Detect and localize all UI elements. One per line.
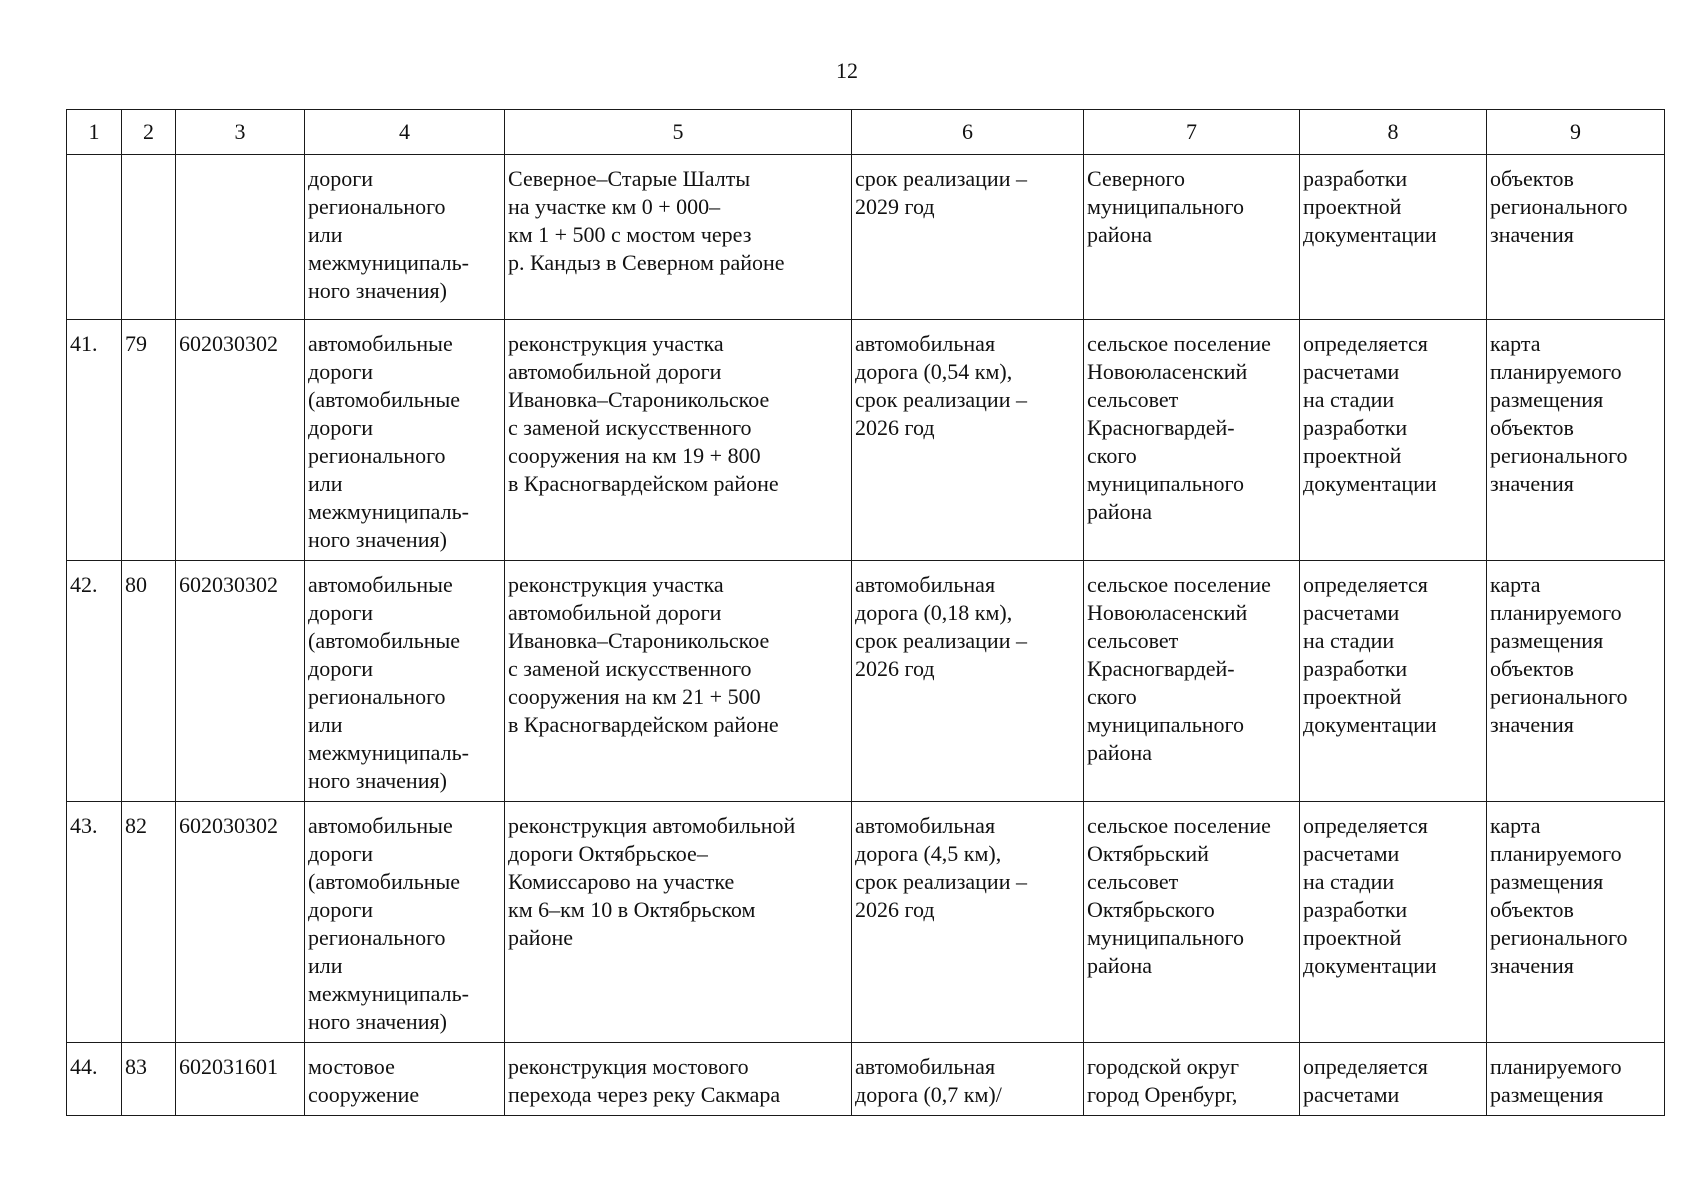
row-number-cell <box>67 561 122 802</box>
object-name-cell <box>505 1043 852 1116</box>
cell-text-line: с заменой искусственного <box>508 415 752 440</box>
cell-text-line: дорога (4,5 км), <box>855 841 1002 866</box>
cell-text-line: планируемого <box>1490 841 1622 866</box>
cell-text-line: сельское поселение <box>1087 331 1271 356</box>
cell-text-line: дороги <box>308 897 373 922</box>
cell-text-line: на участке км 0 + 000– <box>508 194 721 219</box>
cell-text-line: значения <box>1490 222 1574 247</box>
cell-text-line: (автомобильные <box>308 628 461 653</box>
cell-text-line: 2026 год <box>855 656 935 681</box>
cell-text-line: или <box>308 222 343 247</box>
cell-text-line: дороги <box>308 656 373 681</box>
cell-text-line: сооружение <box>308 1082 420 1107</box>
cell-text-line: размещения <box>1490 387 1604 412</box>
cell-text-line: регионального <box>1490 194 1628 219</box>
cell-text-line: 2029 год <box>855 194 935 219</box>
characteristics-cell <box>852 155 1084 320</box>
protection-zone-cell <box>1300 802 1487 1043</box>
cell-text-line: планируемого <box>1490 600 1622 625</box>
cell-text-line: ного значения) <box>308 1009 447 1034</box>
object-name-cell <box>505 802 852 1043</box>
object-number-cell <box>122 561 176 802</box>
cell-text-line: (автомобильные <box>308 869 461 894</box>
object-type-cell <box>305 155 505 320</box>
cell-text-line: межмуниципаль- <box>308 740 469 765</box>
location-cell <box>1084 561 1300 802</box>
protection-zone-cell <box>1300 1043 1487 1116</box>
cell-text-line: определяется <box>1303 1054 1428 1079</box>
cell-text-line: Новоюласенский <box>1087 359 1248 384</box>
cell-text-line: ского <box>1087 684 1137 709</box>
cell-text-line: района <box>1087 953 1153 978</box>
cell-text-line: дороги <box>308 166 373 191</box>
cell-text-line: с заменой искусственного <box>508 656 752 681</box>
cell-text-line: дороги <box>308 600 373 625</box>
row-number-cell <box>67 320 122 561</box>
cell-text-line: Ивановка–Староникольское <box>508 628 770 653</box>
cell-text-line: в Красногвардейском районе <box>508 471 779 496</box>
protection-zone-cell <box>1300 155 1487 320</box>
cell-text-line: дороги <box>308 841 373 866</box>
cell-text-line: дороги <box>308 359 373 384</box>
table-row <box>67 561 1665 802</box>
cell-text-line: межмуниципаль- <box>308 250 469 275</box>
cell-text-line: 602030302 <box>179 572 278 597</box>
row-number-cell <box>67 155 122 320</box>
cell-text-line: 79 <box>125 331 147 356</box>
cell-text-line: автомобильной дороги <box>508 359 722 384</box>
cell-text-line: автомобильная <box>855 1054 996 1079</box>
cell-text-line: дорога (0,54 км), <box>855 359 1013 384</box>
cell-text-line: разработки <box>1303 656 1408 681</box>
cell-text-line: или <box>308 953 343 978</box>
cell-text-line: документации <box>1303 471 1437 496</box>
cell-text-line: расчетами <box>1303 359 1400 384</box>
cell-text-line: документации <box>1303 222 1437 247</box>
cell-text-line: муниципального <box>1087 194 1245 219</box>
cell-text-line: км 6–км 10 в Октябрьском <box>508 897 756 922</box>
cell-text-line: регионального <box>1490 925 1628 950</box>
cell-text-line: 2026 год <box>855 897 935 922</box>
cell-text-line: автомобильная <box>855 331 996 356</box>
cell-text-line: автомобильные <box>308 331 453 356</box>
cell-text-line: значения <box>1490 953 1574 978</box>
cell-text-line: Северного <box>1087 166 1185 191</box>
protection-zone-cell <box>1300 561 1487 802</box>
cell-text-line: 80 <box>125 572 147 597</box>
cell-text-line: Ивановка–Староникольское <box>508 387 770 412</box>
column-header: 6 <box>852 110 1084 155</box>
cell-text-line: регионального <box>1490 684 1628 709</box>
column-header: 3 <box>176 110 305 155</box>
characteristics-cell <box>852 802 1084 1043</box>
cell-text-line: Октябрьский <box>1087 841 1209 866</box>
cell-text-line: дороги Октябрьское– <box>508 841 708 866</box>
cell-text-line: проектной <box>1303 443 1402 468</box>
cell-text-line: межмуниципаль- <box>308 499 469 524</box>
object-type-cell <box>305 561 505 802</box>
object-number-cell <box>122 802 176 1043</box>
cell-text-line: значения <box>1490 471 1574 496</box>
code-cell <box>176 561 305 802</box>
column-header: 4 <box>305 110 505 155</box>
location-cell <box>1084 320 1300 561</box>
cell-text-line: мостовое <box>308 1054 395 1079</box>
cell-text-line: размещения <box>1490 1082 1604 1107</box>
cell-text-line: районе <box>508 925 574 950</box>
cell-text-line: размещения <box>1490 869 1604 894</box>
cell-text-line: Красногвардей- <box>1087 656 1235 681</box>
cell-text-line: объектов <box>1490 656 1574 681</box>
cell-text-line: объектов <box>1490 415 1574 440</box>
cell-text-line: сооружения на км 21 + 500 <box>508 684 761 709</box>
column-header: 5 <box>505 110 852 155</box>
cell-text-line: ского <box>1087 443 1137 468</box>
cell-text-line: планируемого <box>1490 1054 1622 1079</box>
cell-text-line: определяется <box>1303 572 1428 597</box>
cell-text-line: реконструкция участка <box>508 331 724 356</box>
column-header: 2 <box>122 110 176 155</box>
cell-text-line: регионального <box>308 443 446 468</box>
cell-text-line: город Оренбург, <box>1087 1082 1238 1107</box>
cell-text-line: объектов <box>1490 166 1574 191</box>
cell-text-line: дороги <box>308 415 373 440</box>
cell-text-line: планируемого <box>1490 359 1622 384</box>
cell-text-line: расчетами <box>1303 600 1400 625</box>
cell-text-line: ного значения) <box>308 768 447 793</box>
cell-text-line: автомобильные <box>308 572 453 597</box>
cell-text-line: разработки <box>1303 897 1408 922</box>
cell-text-line: значения <box>1490 712 1574 737</box>
table-row <box>67 1043 1665 1116</box>
cell-text-line: сельское поселение <box>1087 813 1271 838</box>
cell-text-line: срок реализации – <box>855 166 1027 191</box>
cell-text-line: документации <box>1303 712 1437 737</box>
location-cell <box>1084 1043 1300 1116</box>
cell-text-line: дорога (0,18 км), <box>855 600 1013 625</box>
cell-text-line: сельсовет <box>1087 387 1179 412</box>
map-reference-cell <box>1487 561 1665 802</box>
cell-text-line: Новоюласенский <box>1087 600 1248 625</box>
cell-text-line: района <box>1087 222 1153 247</box>
cell-text-line: карта <box>1490 331 1541 356</box>
cell-text-line: р. Кандыз в Северном районе <box>508 250 785 275</box>
object-number-cell <box>122 155 176 320</box>
cell-text-line: 43. <box>70 813 98 838</box>
location-cell <box>1084 155 1300 320</box>
cell-text-line: ного значения) <box>308 527 447 552</box>
cell-text-line: км 1 + 500 с мостом через <box>508 222 752 247</box>
cell-text-line: автомобильная <box>855 813 996 838</box>
object-number-cell <box>122 1043 176 1116</box>
cell-text-line: (автомобильные <box>308 387 461 412</box>
cell-text-line: перехода через реку Сакмара <box>508 1082 781 1107</box>
column-header: 8 <box>1300 110 1487 155</box>
protection-zone-cell <box>1300 320 1487 561</box>
object-type-cell <box>305 1043 505 1116</box>
cell-text-line: Красногвардей- <box>1087 415 1235 440</box>
cell-text-line: размещения <box>1490 628 1604 653</box>
cell-text-line: объектов <box>1490 897 1574 922</box>
cell-text-line: карта <box>1490 813 1541 838</box>
cell-text-line: сооружения на км 19 + 800 <box>508 443 761 468</box>
cell-text-line: на стадии <box>1303 387 1395 412</box>
object-name-cell <box>505 320 852 561</box>
code-cell <box>176 155 305 320</box>
cell-text-line: автомобильная <box>855 572 996 597</box>
cell-text-line: городской округ <box>1087 1054 1240 1079</box>
cell-text-line: муниципального <box>1087 925 1245 950</box>
table-body <box>67 155 1665 1116</box>
header-row <box>67 110 1665 155</box>
cell-text-line: проектной <box>1303 194 1402 219</box>
cell-text-line: 83 <box>125 1054 147 1079</box>
object-name-cell <box>505 155 852 320</box>
cell-text-line: 41. <box>70 331 98 356</box>
cell-text-line: 602030302 <box>179 331 278 356</box>
cell-text-line: 602030302 <box>179 813 278 838</box>
cell-text-line: срок реализации – <box>855 869 1027 894</box>
column-header: 7 <box>1084 110 1300 155</box>
code-cell <box>176 802 305 1043</box>
map-reference-cell <box>1487 320 1665 561</box>
cell-text-line: проектной <box>1303 925 1402 950</box>
location-cell <box>1084 802 1300 1043</box>
cell-text-line: муниципального <box>1087 471 1245 496</box>
cell-text-line: муниципального <box>1087 712 1245 737</box>
map-reference-cell <box>1487 155 1665 320</box>
object-type-cell <box>305 802 505 1043</box>
cell-text-line: проектной <box>1303 684 1402 709</box>
cell-text-line: определяется <box>1303 331 1428 356</box>
code-cell <box>176 1043 305 1116</box>
cell-text-line: документации <box>1303 953 1437 978</box>
column-header: 1 <box>67 110 122 155</box>
cell-text-line: на стадии <box>1303 628 1395 653</box>
cell-text-line: регионального <box>1490 443 1628 468</box>
object-name-cell <box>505 561 852 802</box>
table-row <box>67 320 1665 561</box>
cell-text-line: определяется <box>1303 813 1428 838</box>
cell-text-line: 42. <box>70 572 98 597</box>
cell-text-line: реконструкция автомобильной <box>508 813 796 838</box>
code-cell <box>176 320 305 561</box>
registry-table <box>66 109 1665 1116</box>
cell-text-line: межмуниципаль- <box>308 981 469 1006</box>
cell-text-line: регионального <box>308 194 446 219</box>
cell-text-line: разработки <box>1303 415 1408 440</box>
cell-text-line: автомобильные <box>308 813 453 838</box>
characteristics-cell <box>852 320 1084 561</box>
cell-text-line: 2026 год <box>855 415 935 440</box>
cell-text-line: дорога (0,7 км)/ <box>855 1082 1002 1107</box>
column-header: 9 <box>1487 110 1665 155</box>
cell-text-line: срок реализации – <box>855 628 1027 653</box>
page-number: 12 <box>836 58 858 83</box>
cell-text-line: расчетами <box>1303 841 1400 866</box>
cell-text-line: на стадии <box>1303 869 1395 894</box>
cell-text-line: района <box>1087 499 1153 524</box>
table-row <box>67 802 1665 1043</box>
cell-text-line: карта <box>1490 572 1541 597</box>
characteristics-cell <box>852 561 1084 802</box>
cell-text-line: сельсовет <box>1087 628 1179 653</box>
cell-text-line: Октябрьского <box>1087 897 1215 922</box>
cell-text-line: района <box>1087 740 1153 765</box>
cell-text-line: сельсовет <box>1087 869 1179 894</box>
cell-text-line: ного значения) <box>308 278 447 303</box>
cell-text-line: в Красногвардейском районе <box>508 712 779 737</box>
row-number-cell <box>67 1043 122 1116</box>
cell-text-line: автомобильной дороги <box>508 600 722 625</box>
row-number-cell <box>67 802 122 1043</box>
object-number-cell <box>122 320 176 561</box>
cell-text-line: реконструкция участка <box>508 572 724 597</box>
cell-text-line: реконструкция мостового <box>508 1054 749 1079</box>
cell-text-line: или <box>308 712 343 737</box>
table-row <box>67 155 1665 320</box>
cell-text-line: 602031601 <box>179 1054 278 1079</box>
cell-text-line: Комиссарово на участке <box>508 869 735 894</box>
cell-text-line: расчетами <box>1303 1082 1400 1107</box>
object-type-cell <box>305 320 505 561</box>
cell-text-line: разработки <box>1303 166 1408 191</box>
cell-text-line: 44. <box>70 1054 98 1079</box>
cell-text-line: или <box>308 471 343 496</box>
characteristics-cell <box>852 1043 1084 1116</box>
map-reference-cell <box>1487 1043 1665 1116</box>
cell-text-line: регионального <box>308 925 446 950</box>
map-reference-cell <box>1487 802 1665 1043</box>
cell-text-line: 82 <box>125 813 147 838</box>
cell-text-line: регионального <box>308 684 446 709</box>
cell-text-line: сельское поселение <box>1087 572 1271 597</box>
cell-text-line: срок реализации – <box>855 387 1027 412</box>
cell-text-line: Северное–Старые Шалты <box>508 166 751 191</box>
